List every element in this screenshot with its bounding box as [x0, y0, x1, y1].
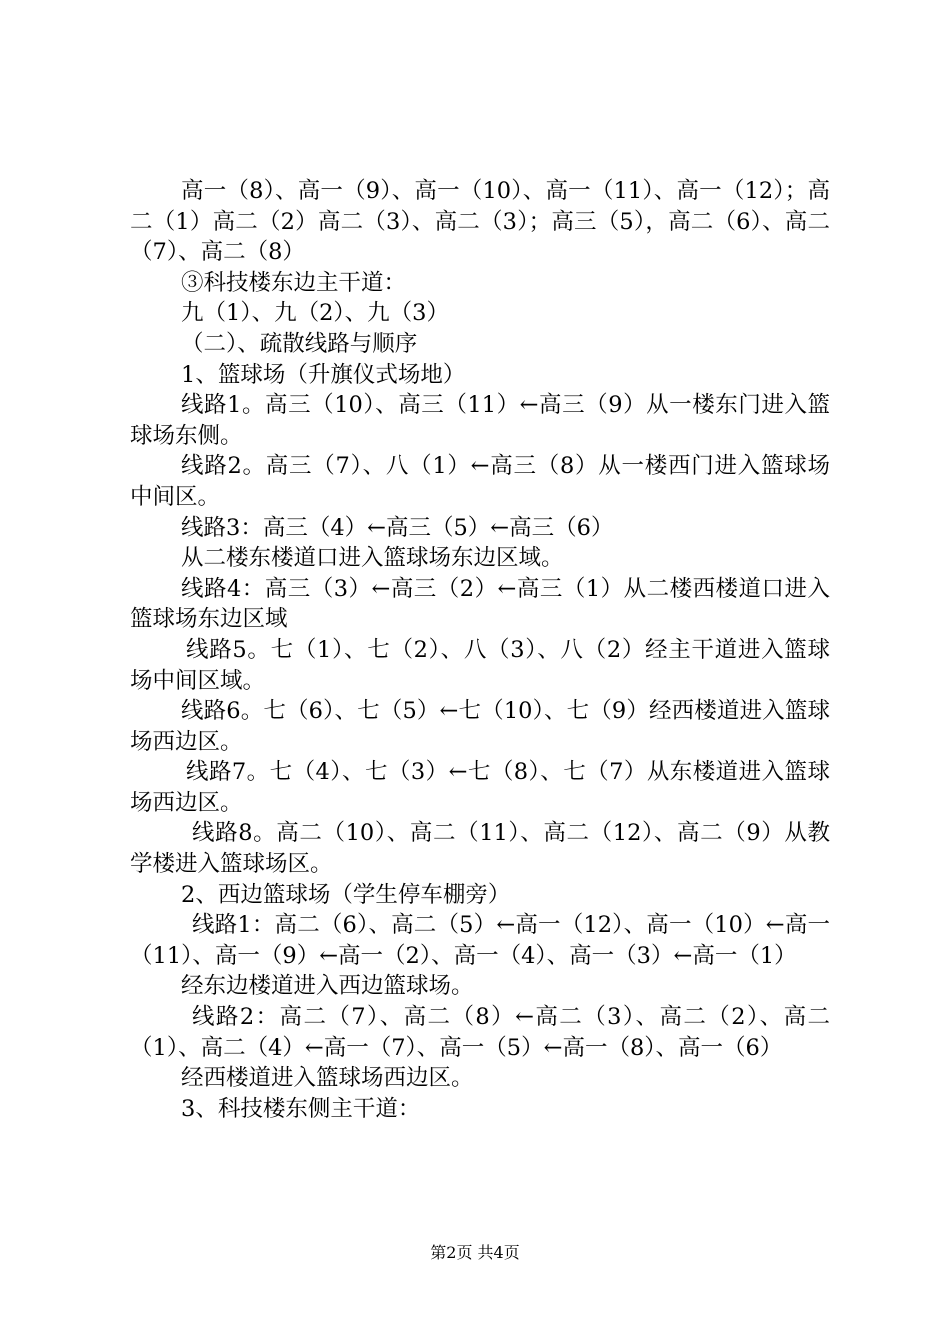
paragraph-route-4: 线路4：高三（3）←高三（2）←高三（1）从二楼西楼道口进入篮球场东边区域	[130, 575, 830, 633]
paragraph-route-1: 线路1。高三（10）、高三（11）←高三（9）从一楼东门进入篮球场东侧。	[130, 392, 830, 449]
paragraph-west-route-1: 线路1：高二（6）、高二（5）←高一（12）、高一（10）←高一（11）、高一（9）←高一（2）、高一（4）、高一（3）←高一（1）	[130, 912, 830, 969]
paragraph-class-list: 高一（8）、高一（9）、高一（10）、高一（11）、高一（12）；高二（1）高二（2）高二（3）、高二（3）；高三（5），高二（6）、高二（7）、高二（8）	[130, 178, 830, 266]
document-body	[130, 176, 830, 1124]
paragraph-west-route-1-detail: 经东边楼道进入西边篮球场。	[181, 973, 474, 1000]
paragraph-west-route-2: 线路2：高二（7）、高二（8）←高二（3）、高二（2）、高二（1）、高二（4）←高一（7）、高一（5）←高一（8）、高一（6）	[130, 1004, 830, 1061]
paragraph-route-2: 线路2。高三（7）、八（1）←高三（8）从一楼西门进入篮球场中间区。	[130, 453, 830, 510]
paragraph-route-3: 线路3：高三（4）←高三（5）←高三（6）	[181, 514, 614, 541]
paragraph-route-3-detail: 从二楼东楼道口进入篮球场东边区域。	[181, 545, 564, 572]
subheading-tech-building-east-trunk-road: 3、科技楼东侧主干道：	[181, 1095, 421, 1122]
subheading-basketball-court: 1、篮球场（升旗仪式场地）	[181, 361, 466, 388]
paragraph-grade9-classes: 九（1）、九（2）、九（3）	[181, 300, 449, 327]
subheading-west-basketball-court: 2、西边篮球场（学生停车棚旁）	[181, 881, 511, 908]
paragraph-route-5: 线路5。七（1）、七（2）、八（3）、八（2）经主干道进入篮球场中间区域。	[130, 636, 830, 694]
section-heading-evacuation-routes: （二）、疏散线路与顺序	[181, 330, 418, 357]
paragraph-route-8: 线路8。高二（10）、高二（11）、高二（12）、高二（9）从教学楼进入篮球场区。	[130, 820, 830, 878]
paragraph-route-6: 线路6。七（6）、七（5）←七（10）、七（9）经西楼道进入篮球场西边区。	[130, 698, 830, 755]
paragraph-west-route-2-detail: 经西楼道进入篮球场西边区。	[181, 1065, 474, 1092]
paragraph-tech-building-trunk-road: ③科技楼东边主干道：	[181, 269, 407, 296]
paragraph-route-7: 线路7。七（4）、七（3）←七（8）、七（7）从东楼道进入篮球场西边区。	[130, 759, 830, 816]
page-number-footer: 第2页 共4页	[430, 1243, 520, 1262]
